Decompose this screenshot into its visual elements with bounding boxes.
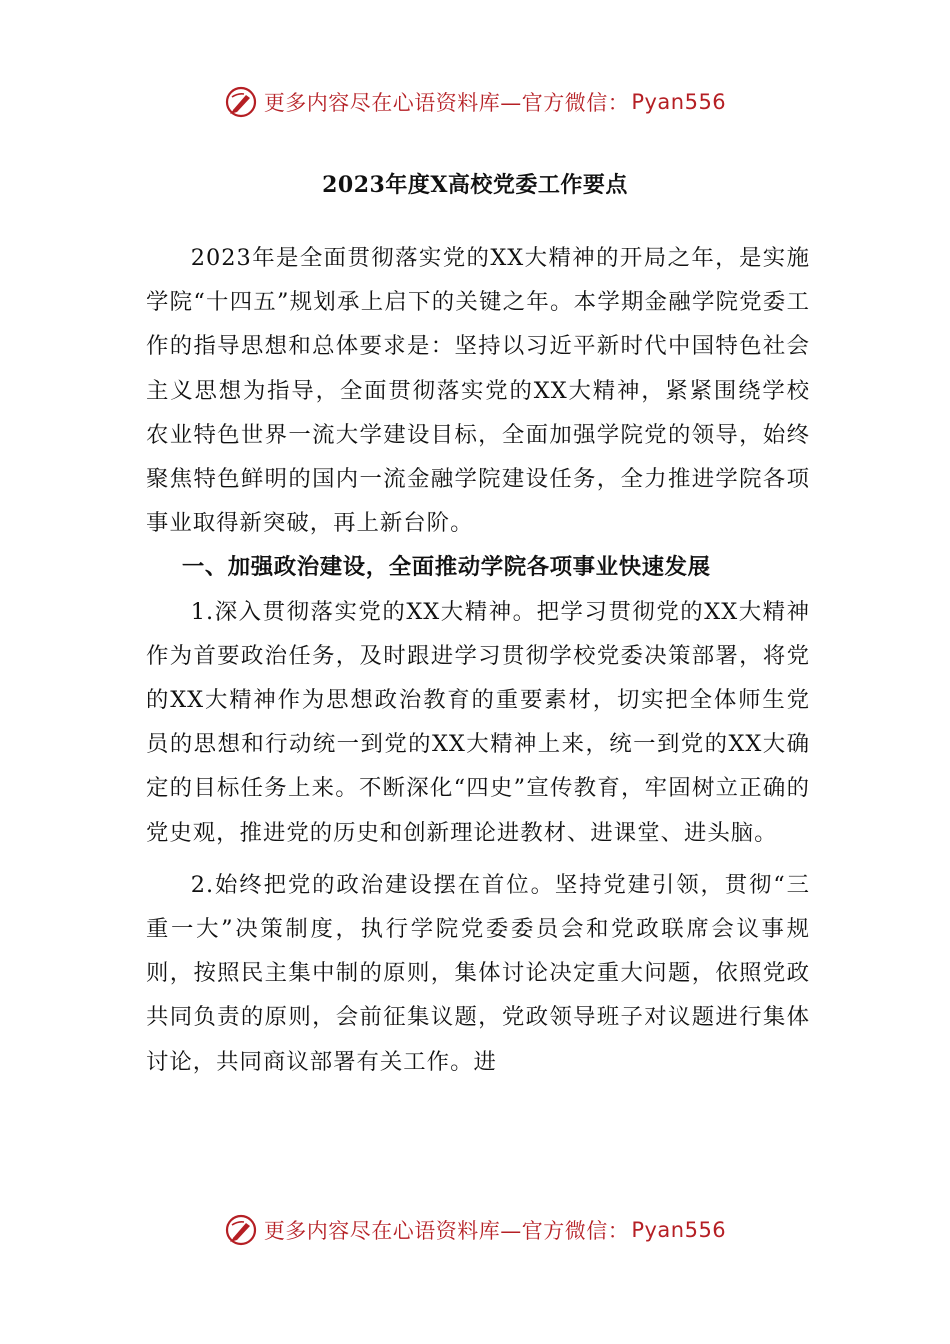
item-paragraph: 2.始终把党的政治建设摆在首位。坚持党建引领，贯彻“三重一大”决策制度，执行学院党委委员会和党政联席会议事规则，按照民主集中制的原则，集体讨论决定重大问题，依照党政共同负责的原则，会前征集议题，党政领导班子对议题进行集体讨论，共同商议部署有关工作。进: [146, 871, 810, 1075]
section-heading: 一、加强政治建设，全面推动学院各项事业快速发展: [181, 554, 711, 581]
document-body: [146, 236, 810, 1084]
pen-logo-icon: [224, 1213, 258, 1247]
document-title: 2023年度X高校党委工作要点: [322, 172, 628, 198]
paragraph-spacer: [146, 855, 810, 863]
item-paragraph: 1.深入贯彻落实党的XX大精神。把学习贯彻党的XX大精神作为首要政治任务，及时跟进学习贯彻学校党委决策部署，将党的XX大精神作为思想政治教育的重要素材，切实把全体师生党员的思想和行动统一到党的XX大精神上来，统一到党的XX大确定的目标任务上来。不断深化“四史”宣传教育，牢固树立正确的党史观，推进党的历史和创新理论进教材、进课堂、进头脑。: [146, 598, 810, 846]
watermark-banner-top: [0, 82, 950, 122]
watermark-wechat-id: Pyan556: [631, 90, 727, 114]
watermark-text: 更多内容尽在心语资料库—官方微信：: [263, 1219, 630, 1243]
watermark-wechat-id: Pyan556: [631, 1218, 727, 1242]
watermark-text: 更多内容尽在心语资料库—官方微信：: [263, 91, 630, 115]
intro-paragraph: 2023年是全面贯彻落实党的XX大精神的开局之年，是实施学院“十四五”规划承上启下的关键之年。本学期金融学院党委工作的指导思想和总体要求是：坚持以习近平新时代中国特色社会主义思想为指导，全面贯彻落实党的XX大精神，紧紧围绕学校农业特色世界一流大学建设目标，全面加强学院党的领导，始终聚焦特色鲜明的国内一流金融学院建设任务，全力推进学院各项事业取得新突破，再上新台阶。: [146, 245, 810, 537]
watermark-banner-bottom: [0, 1210, 950, 1250]
pen-logo-icon: [224, 85, 258, 119]
